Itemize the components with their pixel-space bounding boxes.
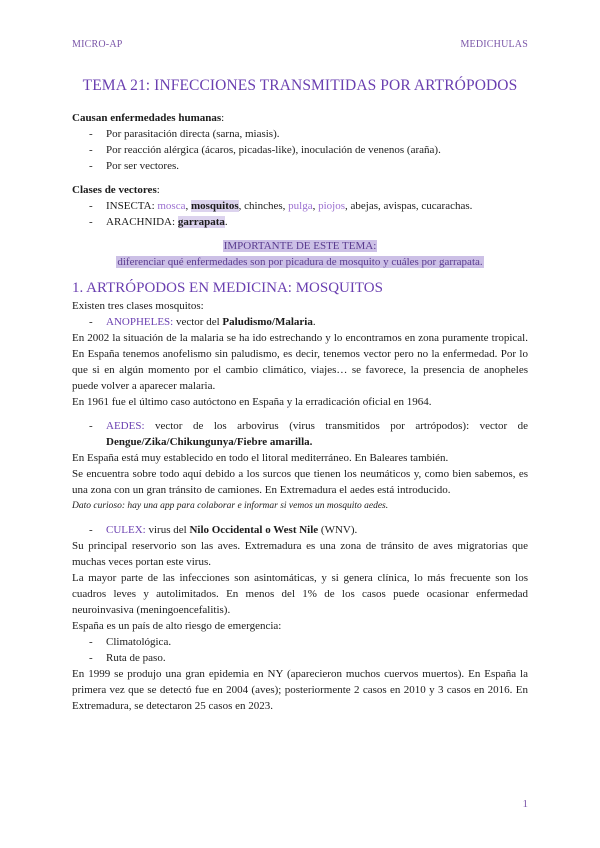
culex-p3: España es un país de alto riesgo de emergencia: bbox=[72, 620, 282, 632]
insecta-mid: , chinches, bbox=[238, 200, 289, 212]
importante-box bbox=[72, 238, 528, 254]
culex-p1: Su principal reservorio son las aves. Extremadura es una zona de tránsito de aves migratorias que muchas veces portan este virus. bbox=[72, 540, 528, 568]
insecta-rest: , abejas, avispas, cucarachas. bbox=[345, 200, 473, 212]
aedes-disease: Dengue/Zika/Chikungunya/Fiebre amarilla. bbox=[106, 436, 313, 448]
culex-disease: Nilo Occidental o West Nile bbox=[189, 524, 319, 536]
causan-item-text: Por ser vectores. bbox=[106, 160, 180, 172]
document-body bbox=[72, 110, 528, 714]
culex-item: - CULEX: virus del Nilo Occidental o West Nile (WNV). bbox=[89, 524, 358, 536]
aedes-desc: vector de los arbovirus (virus transmitidos por artrópodos): vector de bbox=[144, 420, 528, 432]
anopheles-p2: En 1961 fue el último caso autóctono en España y la erradicación oficial en 1964. bbox=[72, 396, 432, 408]
section1-intro: Existen tres clases mosquitos: bbox=[72, 300, 204, 312]
insecta-sep: , bbox=[185, 200, 191, 212]
causan-item: - Por reacción alérgica (ácaros, picadas-like), inoculación de venenos (araña). bbox=[89, 144, 441, 156]
clases-colon: : bbox=[156, 184, 160, 196]
mosca-term: mosca bbox=[157, 200, 186, 212]
importante-box-line2 bbox=[72, 254, 528, 270]
culex-name: CULEX: bbox=[106, 524, 146, 536]
culex-risk-text: Climatológica. bbox=[106, 636, 172, 648]
culex-p2: La mayor parte de las infecciones son asintomáticas, y si genera clínica, lo más frecuente son los cuadros leves y autolimitados. En menos del 1% de los casos puede ocasionar enfermedad neuroinvasiva (meningoencefalitis). bbox=[72, 572, 528, 616]
pulga-term: pulga bbox=[288, 200, 313, 212]
causan-item: - Por parasitación directa (sarna, miasis). bbox=[89, 128, 280, 140]
aedes-p1: En España está muy establecido en todo el litoral mediterráneo. En Baleares también. bbox=[72, 452, 449, 464]
section1-heading: 1. ARTRÓPODOS EN MEDICINA: MOSQUITOS bbox=[72, 280, 383, 296]
anopheles-desc: vector del bbox=[173, 316, 223, 328]
culex-risk-item: - Climatológica. bbox=[89, 636, 172, 648]
aedes-item: - AEDES: vector de los arbovirus (virus transmitidos por artrópodos): vector de Dengue/Zika/Chikungunya/Fiebre amarilla. bbox=[89, 420, 528, 448]
anopheles-name: ANOPHELES: bbox=[106, 316, 174, 328]
garrapata-term: garrapata bbox=[177, 216, 225, 228]
clases-heading-line bbox=[72, 182, 528, 198]
arachnida-label: ARACHNIDA: bbox=[106, 216, 178, 228]
page-title: TEMA 21: INFECCIONES TRANSMITIDAS POR ARTRÓPODOS bbox=[82, 77, 518, 94]
aedes-p2: Se encuentra sobre todo aquí debido a los surcos que tienen los neumáticos y, como bien sabemos, es una zona con un gran tránsito de camiones. En Extremadura el aedes está introducido. bbox=[72, 468, 528, 496]
header-right: MEDICHULAS bbox=[460, 39, 528, 50]
anopheles-item: - ANOPHELES: vector del Paludismo/Malaria. bbox=[89, 316, 316, 328]
page-number: 1 bbox=[522, 798, 528, 810]
causan-item-text: Por parasitación directa (sarna, miasis). bbox=[106, 128, 280, 140]
culex-risk-item: - Ruta de paso. bbox=[89, 652, 166, 664]
importante-line2: diferenciar qué enfermedades son por picadura de mosquito y cuáles por garrapata. bbox=[117, 256, 483, 268]
anopheles-disease: Paludismo/Malaria bbox=[222, 316, 313, 328]
insecta-item: - INSECTA: mosca, mosquitos, chinches, pulga, piojos, abejas, avispas, cucarachas. bbox=[89, 200, 473, 212]
mosquitos-term: mosquitos bbox=[190, 200, 239, 212]
clases-heading: Clases de vectores bbox=[72, 184, 157, 196]
causan-item: - Por ser vectores. bbox=[89, 160, 180, 172]
header-left: MICRO-AP bbox=[72, 39, 123, 50]
insecta-sep: , bbox=[312, 200, 319, 212]
aedes-curio: Dato curioso: hay una app para colaborar e informar si vemos un mosquito aedes. bbox=[72, 501, 389, 511]
culex-end: (WNV). bbox=[318, 524, 358, 536]
insecta-label: INSECTA: bbox=[106, 200, 158, 212]
culex-p4: En 1999 se produjo una gran epidemia en NY (aparecieron muchos cuervos muertos). En España la primera vez que se detectó fue en 2004 (aves); posteriormente 2 casos en 2010 y 3 casos en 2016. En Extremadura, se detectaron 25 casos en 2023. bbox=[72, 668, 528, 712]
causan-heading: Causan enfermedades humanas bbox=[72, 112, 222, 124]
importante-line1: IMPORTANTE DE ESTE TEMA: bbox=[223, 240, 377, 252]
anopheles-end: . bbox=[312, 316, 316, 328]
causan-colon: : bbox=[221, 112, 225, 124]
culex-desc: virus del bbox=[145, 524, 190, 536]
causan-item-text: Por reacción alérgica (ácaros, picadas-like), inoculación de venenos (araña). bbox=[106, 144, 441, 156]
arachnida-item: - ARACHNIDA: garrapata. bbox=[89, 216, 228, 228]
arachnida-end: . bbox=[224, 216, 228, 228]
piojos-term: piojos bbox=[318, 200, 346, 212]
anopheles-p1: En 2002 la situación de la malaria se ha ido estrechando y lo encontramos en zona puramente tropical. En España tenemos anofelismo sin paludismo, es decir, tenemos vector pero no la enfermedad. Por lo que si en algún momento por el cambio climático, viajes… se favorece, la presencia de anopheles puede volver a aparecer malaria. bbox=[72, 332, 528, 392]
aedes-name: AEDES: bbox=[106, 420, 145, 432]
causan-heading-line bbox=[72, 110, 528, 126]
culex-risk-text: Ruta de paso. bbox=[106, 652, 166, 664]
